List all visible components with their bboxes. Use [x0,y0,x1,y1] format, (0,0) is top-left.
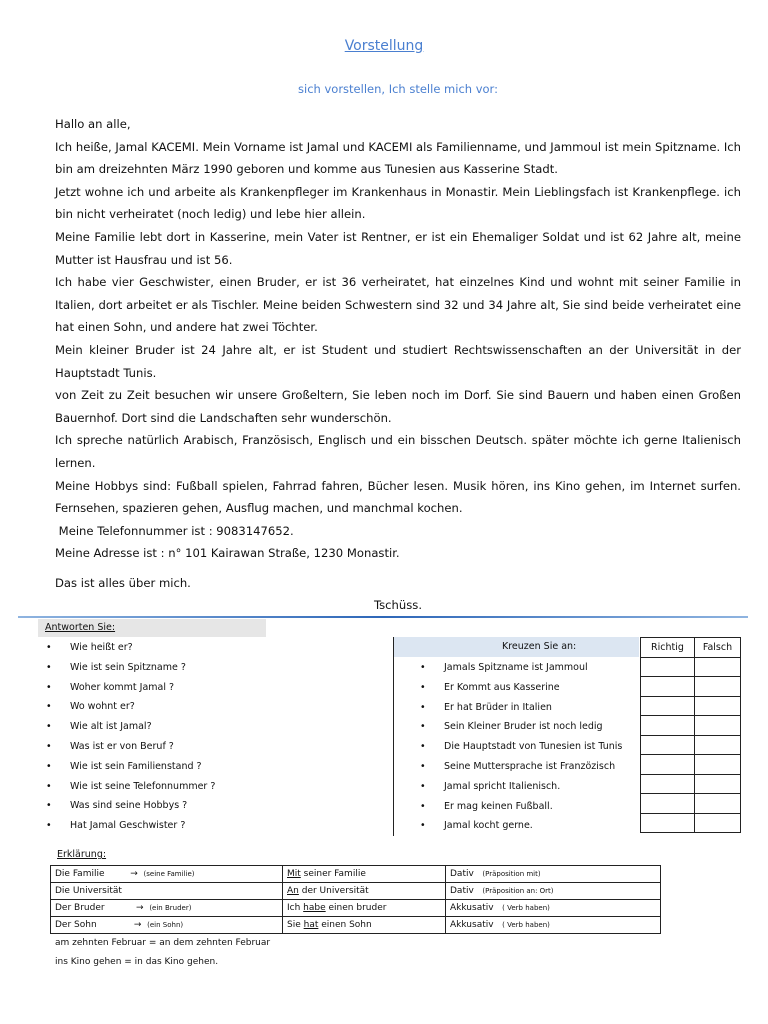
header-falsch: Falsch [695,638,741,658]
question-item: • Woher kommt Jamal ? [46,678,215,698]
question-item: • Wie ist sein Familienstand ? [46,757,215,777]
grid-row [641,716,741,736]
bullet-icon: • [46,642,52,653]
case-cell: Dativ (Präposition mit) [446,866,661,883]
noun-cell: Der Sohn → (ein Sohn) [51,917,283,934]
question-item: • Wie alt ist Jamal? [46,717,215,737]
checkbox-falsch[interactable] [695,735,741,755]
noun-cell: Der Bruder → (ein Bruder) [51,900,283,917]
question-item: • Wie heißt er? [46,638,215,658]
case-cell: Dativ (Präposition an: Ort) [446,883,661,900]
checkbox-falsch[interactable] [695,677,741,697]
case-cell: Akkusativ ( Verb haben) [446,917,661,934]
grid-row [641,677,741,697]
question-item: • Was ist er von Beruf ? [46,737,215,757]
paragraph: Ich habe vier Geschwister, einen Bruder, er ist 36 verheiratet, hat einzelnes Kind und wohnt mit seiner Familie in Italien, dort arbeitet er als Tischler. Meine beiden Schwestern sind 32 und 34 Jahre alt, Sie sind beide verheiratet eine hat einen Sohn, und andere hat zwei Töchter. [55,275,741,335]
checkbox-richtig[interactable] [641,716,695,736]
statement-item: • Er Kommt aus Kasserine [420,678,622,698]
statements-list [420,658,622,836]
grid-row [641,813,741,833]
question-item: • Wie ist seine Telefonnummer ? [46,777,215,797]
checkbox-richtig[interactable] [641,657,695,677]
bullet-icon: • [46,780,52,792]
address-line: Meine Adresse ist : n° 101 Kairawan Straße, 1230 Monastir. [55,546,400,561]
grammar-note: ins Kino gehen = in das Kino gehen. [55,957,219,967]
checkbox-falsch[interactable] [695,794,741,814]
checkbox-richtig[interactable] [641,794,695,814]
paragraph: Ich spreche natürlich Arabisch, Französisch, Englisch und ein bisschen Deutsch. später möchte ich gerne Italienisch lernen. [55,433,741,470]
paragraph: Meine Familie lebt dort in Kasserine, mein Vater ist Rentner, er ist ein Ehemaliger Soldat und ist 62 Jahre alt, meine Mutter ist Hausfrau und ist 56. [55,229,741,267]
grid-row [641,794,741,814]
checkbox-falsch[interactable] [695,696,741,716]
question-item: • Wo wohnt er? [46,697,215,717]
checkbox-falsch[interactable] [695,657,741,677]
example-cell: Mit seiner Familie [283,866,446,883]
column-divider [393,637,394,836]
checkbox-richtig[interactable] [641,774,695,794]
grid-row [641,755,741,775]
closing: Das ist alles über mich. [55,576,191,590]
checkbox-richtig[interactable] [641,755,695,775]
greeting: Hallo an alle, [55,117,131,131]
paragraph: Ich heiße, Jamal KACEMI. Mein Vorname ist Jamal und KACEMI als Familienname, und Jammoul ist mein Spitzname. Ich bin am dreizehnten März 1990 geboren und komme aus Tunesien aus Kasserine Stadt. [55,139,741,177]
grammar-row [51,900,661,917]
checkbox-falsch[interactable] [695,774,741,794]
arrow-icon: → [130,869,138,879]
questions-list [46,638,215,836]
grid-row [641,735,741,755]
bullet-icon: • [46,681,52,693]
checkbox-richtig[interactable] [641,735,695,755]
example-cell: An der Universität [283,883,446,900]
paragraph: Mein kleiner Bruder ist 24 Jahre alt, er ist Student und studiert Rechtswissenschaften an der Universität in der Hauptstadt Tunis. [55,342,741,380]
bullet-icon: • [420,741,426,753]
question-item: • Wie ist sein Spitzname ? [46,658,215,678]
true-false-grid [640,637,741,833]
checkbox-falsch[interactable] [695,813,741,833]
grammar-note: am zehnten Februar = an dem zehnten Februar [55,938,271,948]
statement-item: • Jamals Spitzname ist Jammoul [420,658,622,678]
page-subtitle: sich vorstellen, Ich stelle mich vor: [298,82,498,96]
checkbox-falsch[interactable] [695,755,741,775]
bullet-icon: • [420,701,426,713]
arrow-icon: → [133,920,142,930]
example-cell: Ich habe einen bruder [283,900,446,917]
checkbox-richtig[interactable] [641,677,695,697]
bullet-icon: • [420,681,426,693]
grid-row [641,657,741,677]
arrow-icon: → [136,903,144,913]
farewell: Tschüss. [373,598,423,612]
bullet-icon: • [46,760,52,772]
page-title: Vorstellung [344,38,424,54]
statement-item: • Er hat Brüder in Italien [420,698,622,718]
letter-body [55,113,741,565]
checkbox-richtig[interactable] [641,813,695,833]
bullet-icon: • [420,760,426,772]
statement-item: • Er mag keinen Fußball. [420,797,622,817]
grammar-table [50,865,661,934]
bullet-icon: • [420,780,426,792]
header-richtig: Richtig [641,638,695,658]
statements-header: Kreuzen Sie an: [394,637,639,657]
grammar-row [51,866,661,883]
bullet-icon: • [420,820,426,832]
grid-row [641,696,741,716]
checkbox-richtig[interactable] [641,696,695,716]
grammar-row [51,917,661,934]
bullet-icon: • [46,721,52,733]
bullet-icon: • [420,662,426,673]
question-item: • Was sind seine Hobbys ? [46,796,215,816]
checkbox-falsch[interactable] [695,716,741,736]
grammar-row [51,883,661,900]
explanation-title: Erklärung: [57,849,107,860]
statement-item: • Sein Kleiner Bruder ist noch ledig [420,717,622,737]
case-cell: Akkusativ ( Verb haben) [446,900,661,917]
bullet-icon: • [46,701,52,713]
paragraph: Meine Hobbys sind: Fußball spielen, Fahrrad fahren, Bücher lesen. Musik hören, ins Kino gehen, im Internet surfen. Fernsehen, spazieren gehen, Ausflug machen, und manchmal kochen. [55,478,741,516]
bullet-icon: • [420,721,426,733]
bullet-icon: • [46,820,52,832]
statement-item: • Die Hauptstadt von Tunesien ist Tunis [420,737,622,757]
questions-header: Antworten Sie: [38,619,266,637]
statement-item: • Seine Muttersprache ist Franzözisch [420,757,622,777]
statement-item: • Jamal spricht Italienisch. [420,777,622,797]
divider [18,616,748,618]
paragraph: von Zeit zu Zeit besuchen wir unsere Großeltern, Sie leben noch im Dorf. Sie sind Bauern und haben einen Großen Bauernhof. Dort sind die Landschaften sehr wunderschön. [55,388,741,425]
noun-cell: Die Familie → (seine Familie) [51,866,283,883]
bullet-icon: • [420,800,426,812]
example-cell: Sie hat einen Sohn [283,917,446,934]
question-item: • Hat Jamal Geschwister ? [46,816,215,836]
grid-row [641,774,741,794]
bullet-icon: • [46,740,52,752]
statement-item: • Jamal kocht gerne. [420,816,622,836]
bullet-icon: • [46,800,52,812]
phone-line: Meine Telefonnummer ist : 9083147652. [55,523,294,538]
noun-cell: Die Universität [51,883,283,900]
bullet-icon: • [46,661,52,673]
paragraph: Jetzt wohne ich und arbeite als Krankenpfleger im Krankenhaus in Monastir. Mein Lieblingsfach ist Krankenpflege. ich bin nicht verheiratet (noch ledig) und lebe hier allein. [55,184,741,222]
grid-header-row [641,638,741,658]
